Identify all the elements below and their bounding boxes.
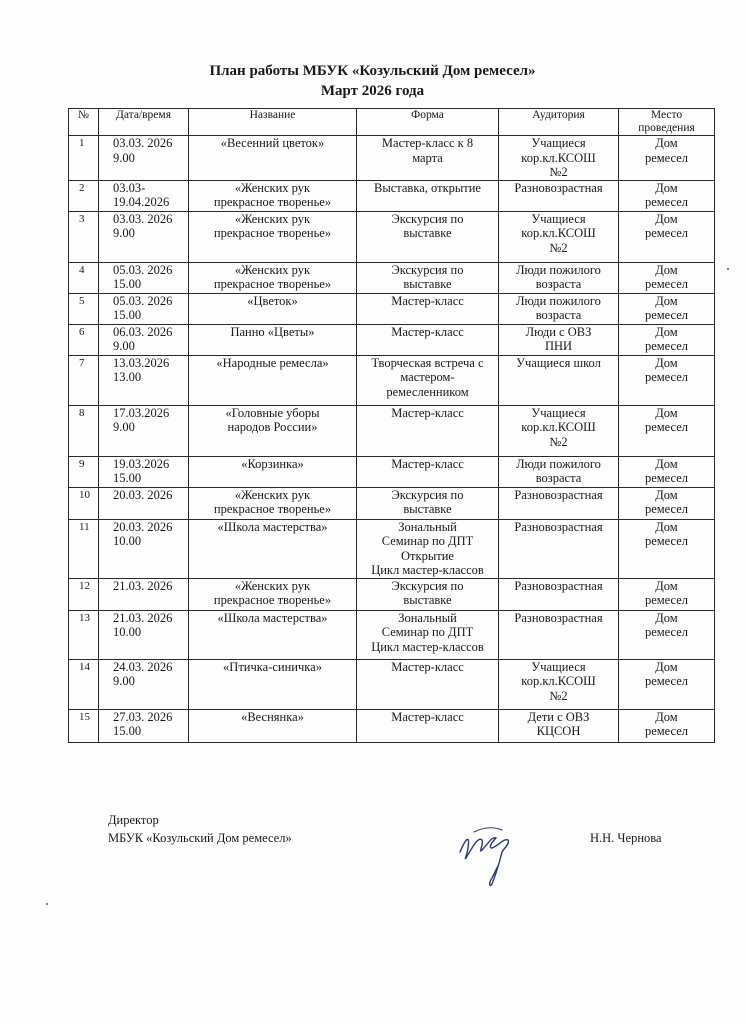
cell-name-line: «Женских рук bbox=[234, 578, 311, 593]
cell-form-line: Цикл мастер-классов bbox=[371, 639, 484, 654]
header-name: Название bbox=[189, 109, 357, 136]
cell-form-line: выставке bbox=[403, 277, 452, 291]
cell-date-line: 9.00 bbox=[113, 226, 135, 240]
cell-audience bbox=[499, 180, 619, 211]
cell-date bbox=[99, 355, 189, 405]
cell-date-line: 05.03. 2026 bbox=[113, 262, 173, 277]
cell-number: 15 bbox=[69, 709, 99, 742]
cell-date bbox=[99, 456, 189, 487]
cell-form bbox=[357, 456, 499, 487]
cell-date-line: 15.00 bbox=[113, 471, 142, 485]
cell-name bbox=[189, 324, 357, 355]
cell-place bbox=[619, 180, 715, 211]
cell-place-line: Дом bbox=[655, 180, 678, 195]
cell-date-line: 27.03. 2026 bbox=[113, 709, 173, 724]
cell-form-line: Зональный bbox=[398, 519, 457, 534]
cell-audience bbox=[499, 355, 619, 405]
cell-date-line: 9.00 bbox=[113, 150, 135, 165]
cell-audience bbox=[499, 578, 619, 610]
cell-name bbox=[189, 136, 357, 181]
cell-date-line: 9.00 bbox=[113, 339, 135, 353]
table-row bbox=[69, 456, 715, 487]
footer-position: Директор bbox=[108, 813, 159, 827]
cell-audience bbox=[499, 456, 619, 487]
cell-place-line: Дом bbox=[655, 659, 678, 674]
cell-audience-line: Учащиеся bbox=[531, 405, 586, 420]
header-date: Дата/время bbox=[99, 109, 189, 136]
cell-form-line: Мастер-класс bbox=[391, 659, 464, 674]
cell-name bbox=[189, 519, 357, 578]
cell-form-line: марта bbox=[412, 150, 443, 165]
cell-name bbox=[189, 487, 357, 519]
cell-form-line: Мастер-класс bbox=[391, 456, 464, 471]
cell-date-line: 05.03. 2026 bbox=[113, 293, 173, 308]
cell-date-line: 19.03.2026 bbox=[113, 456, 170, 471]
cell-form-line: Экскурсия по bbox=[391, 578, 464, 593]
cell-date-line: 03.03. 2026 bbox=[113, 136, 173, 150]
cell-place bbox=[619, 293, 715, 324]
cell-audience-line: возраста bbox=[535, 277, 582, 291]
cell-number: 5 bbox=[69, 293, 99, 324]
cell-place-line: ремесел bbox=[644, 471, 689, 485]
cell-number: 10 bbox=[69, 487, 99, 519]
cell-audience-line: Учащиеся bbox=[531, 211, 586, 226]
cell-name bbox=[189, 659, 357, 709]
cell-name bbox=[189, 709, 357, 742]
cell-audience bbox=[499, 211, 619, 262]
cell-date-line: 15.00 bbox=[113, 277, 142, 291]
table-row bbox=[69, 293, 715, 324]
cell-place-line: ремесел bbox=[644, 674, 689, 688]
cell-audience-line: кор.кл.КСОШ bbox=[521, 420, 596, 434]
cell-place bbox=[619, 405, 715, 456]
table-row bbox=[69, 659, 715, 709]
cell-audience bbox=[499, 324, 619, 355]
header-place-line: проведения bbox=[638, 122, 695, 134]
table-row bbox=[69, 211, 715, 262]
cell-form-line: Мастер-класс bbox=[391, 405, 464, 420]
cell-date bbox=[99, 136, 189, 181]
cell-name bbox=[189, 355, 357, 405]
cell-audience-line: ПНИ bbox=[544, 339, 573, 353]
cell-place bbox=[619, 262, 715, 293]
cell-date-line: 21.03. 2026 bbox=[113, 610, 173, 625]
cell-audience-line: кор.кл.КСОШ bbox=[521, 226, 596, 240]
table-row bbox=[69, 180, 715, 211]
cell-audience bbox=[499, 519, 619, 578]
header-place-line: Место bbox=[650, 109, 683, 121]
cell-audience-line: Разновозрастная bbox=[514, 180, 603, 195]
cell-form-line: Выставка, открытие bbox=[373, 180, 481, 195]
cell-place-line: Дом bbox=[655, 211, 678, 226]
cell-date bbox=[99, 610, 189, 659]
cell-date-line: 20.03. 2026 bbox=[113, 487, 173, 502]
cell-form bbox=[357, 293, 499, 324]
cell-form bbox=[357, 136, 499, 181]
signature-icon bbox=[452, 818, 532, 898]
cell-number: 7 bbox=[69, 355, 99, 405]
cell-number: 13 bbox=[69, 610, 99, 659]
cell-place-line: Дом bbox=[655, 709, 678, 724]
header-form: Форма bbox=[357, 109, 499, 136]
cell-name-line: «Весенний цветок» bbox=[220, 136, 325, 150]
cell-place-line: ремесел bbox=[644, 625, 689, 639]
cell-audience-line: кор.кл.КСОШ bbox=[521, 150, 596, 165]
cell-form-line: мастером- bbox=[400, 370, 455, 384]
cell-date-line: 03.03- bbox=[113, 180, 146, 195]
cell-form-line: Мастер-класс bbox=[391, 709, 464, 724]
cell-date bbox=[99, 659, 189, 709]
cell-audience-line: Люди пожилого bbox=[516, 262, 601, 277]
cell-audience-line: Люди пожилого bbox=[516, 456, 601, 471]
scan-speck bbox=[46, 903, 48, 905]
plan-table-body bbox=[69, 136, 715, 743]
cell-date bbox=[99, 487, 189, 519]
cell-audience-line: Люди с ОВЗ bbox=[525, 324, 592, 339]
cell-name-line: прекрасное творенье» bbox=[213, 226, 332, 240]
cell-audience-line: возраста bbox=[535, 471, 582, 485]
cell-place-line: Дом bbox=[655, 456, 678, 471]
cell-place-line: ремесел bbox=[644, 339, 689, 353]
cell-audience-line: №2 bbox=[549, 688, 568, 703]
cell-date-line: 17.03.2026 bbox=[113, 405, 170, 420]
cell-form-line: Экскурсия по bbox=[391, 262, 464, 277]
cell-place-line: ремесел bbox=[644, 420, 689, 434]
cell-date-line: 10.00 bbox=[113, 534, 142, 548]
table-row bbox=[69, 324, 715, 355]
cell-place-line: Дом bbox=[655, 262, 678, 277]
cell-number: 12 bbox=[69, 578, 99, 610]
cell-audience-line: Учащиеся bbox=[531, 659, 586, 674]
cell-place bbox=[619, 610, 715, 659]
cell-form-line: выставке bbox=[403, 226, 452, 240]
cell-name bbox=[189, 610, 357, 659]
cell-date bbox=[99, 211, 189, 262]
cell-name bbox=[189, 405, 357, 456]
cell-place bbox=[619, 659, 715, 709]
cell-place-line: ремесел bbox=[644, 502, 689, 516]
cell-audience bbox=[499, 709, 619, 742]
cell-form bbox=[357, 211, 499, 262]
cell-name-line: «Женских рук bbox=[234, 487, 311, 502]
cell-form bbox=[357, 709, 499, 742]
cell-form bbox=[357, 519, 499, 578]
cell-date bbox=[99, 293, 189, 324]
cell-date-line: 19.04.2026 bbox=[113, 195, 170, 209]
cell-audience bbox=[499, 659, 619, 709]
cell-form-line: Семинар по ДПТ bbox=[381, 625, 474, 639]
cell-audience-line: Учащиеся школ bbox=[516, 355, 601, 370]
cell-audience-line: Разновозрастная bbox=[514, 578, 603, 593]
header-number: № bbox=[69, 109, 99, 136]
cell-name-line: прекрасное творенье» bbox=[213, 195, 332, 209]
cell-audience bbox=[499, 293, 619, 324]
cell-audience bbox=[499, 136, 619, 181]
cell-form-line: ремесленником bbox=[386, 384, 469, 399]
cell-place-line: Дом bbox=[655, 487, 678, 502]
cell-date-line: 13.03.2026 bbox=[113, 355, 170, 370]
cell-date-line: 9.00 bbox=[113, 420, 135, 434]
cell-name bbox=[189, 456, 357, 487]
cell-date bbox=[99, 405, 189, 456]
cell-audience-line: Дети с ОВЗ bbox=[527, 709, 590, 724]
cell-audience bbox=[499, 487, 619, 519]
cell-place bbox=[619, 324, 715, 355]
cell-form bbox=[357, 659, 499, 709]
cell-audience-line: возраста bbox=[535, 308, 582, 322]
cell-form-line: выставке bbox=[403, 502, 452, 516]
cell-date bbox=[99, 180, 189, 211]
cell-audience bbox=[499, 405, 619, 456]
cell-form bbox=[357, 487, 499, 519]
cell-form bbox=[357, 355, 499, 405]
cell-audience-line: КЦСОН bbox=[536, 724, 581, 738]
cell-audience bbox=[499, 262, 619, 293]
table-row bbox=[69, 519, 715, 578]
cell-audience-line: №2 bbox=[549, 240, 568, 255]
cell-form bbox=[357, 324, 499, 355]
cell-name-line: «Школа мастерства» bbox=[217, 610, 328, 625]
document-title: План работы МБУК «Козульский Дом ремесел» bbox=[209, 63, 536, 79]
cell-name-line: «Женских рук bbox=[234, 262, 311, 277]
cell-date-line: 15.00 bbox=[113, 308, 142, 322]
cell-form bbox=[357, 180, 499, 211]
cell-audience-line: Разновозрастная bbox=[514, 519, 603, 534]
cell-form-line: Экскурсия по bbox=[391, 211, 464, 226]
cell-place-line: Дом bbox=[655, 519, 678, 534]
cell-date bbox=[99, 324, 189, 355]
cell-audience-line: №2 bbox=[549, 165, 568, 179]
cell-name-line: «Цветок» bbox=[247, 293, 298, 308]
cell-name-line: «Школа мастерства» bbox=[217, 519, 328, 534]
cell-place bbox=[619, 709, 715, 742]
plan-table bbox=[68, 108, 715, 743]
header-audience: Аудитория bbox=[499, 109, 619, 136]
cell-date bbox=[99, 519, 189, 578]
cell-audience-line: Учащиеся bbox=[531, 136, 586, 150]
document-subtitle: Март 2026 года bbox=[320, 83, 425, 99]
cell-place-line: ремесел bbox=[644, 195, 689, 209]
cell-name bbox=[189, 180, 357, 211]
cell-date bbox=[99, 262, 189, 293]
cell-place bbox=[619, 136, 715, 181]
table-row bbox=[69, 136, 715, 181]
cell-form-line: Цикл мастер-классов bbox=[371, 563, 484, 577]
table-row bbox=[69, 709, 715, 742]
cell-date bbox=[99, 578, 189, 610]
cell-date-line: 20.03. 2026 bbox=[113, 519, 173, 534]
cell-date bbox=[99, 709, 189, 742]
cell-place-line: ремесел bbox=[644, 724, 689, 738]
cell-number: 2 bbox=[69, 180, 99, 211]
cell-name bbox=[189, 578, 357, 610]
cell-form-line: Семинар по ДПТ bbox=[381, 534, 474, 548]
cell-audience-line: Люди пожилого bbox=[516, 293, 601, 308]
cell-form-line: Открытие bbox=[401, 548, 454, 563]
cell-name-line: «Веснянка» bbox=[241, 709, 304, 724]
cell-date-line: 10.00 bbox=[113, 625, 142, 639]
footer-signer: Н.Н. Чернова bbox=[590, 831, 662, 845]
cell-place-line: ремесел bbox=[644, 277, 689, 291]
cell-place-line: Дом bbox=[655, 293, 678, 308]
cell-place bbox=[619, 519, 715, 578]
cell-name-line: народов России» bbox=[227, 420, 318, 434]
header-place bbox=[619, 109, 715, 136]
cell-number: 8 bbox=[69, 405, 99, 456]
cell-form-line: Экскурсия по bbox=[391, 487, 464, 502]
cell-place-line: ремесел bbox=[644, 534, 689, 548]
cell-number: 3 bbox=[69, 211, 99, 262]
cell-place-line: ремесел bbox=[644, 150, 689, 165]
cell-name bbox=[189, 262, 357, 293]
cell-place-line: ремесел bbox=[644, 308, 689, 322]
table-row bbox=[69, 405, 715, 456]
cell-form bbox=[357, 610, 499, 659]
cell-number: 11 bbox=[69, 519, 99, 578]
cell-audience-line: кор.кл.КСОШ bbox=[521, 674, 596, 688]
table-header-row bbox=[69, 109, 715, 136]
cell-number: 4 bbox=[69, 262, 99, 293]
cell-date-line: 24.03. 2026 bbox=[113, 659, 173, 674]
cell-place bbox=[619, 487, 715, 519]
cell-audience-line: №2 bbox=[549, 434, 568, 449]
cell-form-line: Мастер-класс bbox=[391, 293, 464, 308]
cell-place-line: Дом bbox=[655, 405, 678, 420]
cell-name-line: «Корзинка» bbox=[241, 456, 304, 471]
cell-number: 9 bbox=[69, 456, 99, 487]
cell-date-line: 13.00 bbox=[113, 370, 142, 384]
cell-form bbox=[357, 578, 499, 610]
cell-date-line: 21.03. 2026 bbox=[113, 578, 173, 593]
cell-form-line: выставке bbox=[403, 593, 452, 607]
cell-name-line: прекрасное творенье» bbox=[213, 593, 332, 607]
cell-form-line: Мастер-класс bbox=[391, 324, 464, 339]
cell-place-line: Дом bbox=[655, 324, 678, 339]
footer-organization: МБУК «Козульский Дом ремесел» bbox=[108, 831, 292, 845]
cell-date-line: 06.03. 2026 bbox=[113, 324, 173, 339]
cell-place bbox=[619, 355, 715, 405]
cell-name-line: «Птичка-синичка» bbox=[223, 659, 322, 674]
table-row bbox=[69, 578, 715, 610]
cell-place-line: Дом bbox=[655, 136, 678, 150]
table-row bbox=[69, 355, 715, 405]
cell-place-line: Дом bbox=[655, 578, 678, 593]
cell-name bbox=[189, 211, 357, 262]
cell-place-line: ремесел bbox=[644, 593, 689, 607]
cell-name-line: «Народные ремесла» bbox=[216, 355, 329, 370]
cell-form bbox=[357, 262, 499, 293]
cell-name-line: «Женских рук bbox=[234, 180, 311, 195]
cell-name bbox=[189, 293, 357, 324]
cell-place-line: Дом bbox=[655, 610, 678, 625]
signature bbox=[452, 818, 532, 898]
cell-form-line: Зональный bbox=[398, 610, 457, 625]
cell-place-line: ремесел bbox=[644, 226, 689, 240]
cell-number: 6 bbox=[69, 324, 99, 355]
cell-form bbox=[357, 405, 499, 456]
table-row bbox=[69, 610, 715, 659]
cell-name-line: Панно «Цветы» bbox=[230, 324, 315, 339]
cell-form-line: Мастер-класс к 8 bbox=[381, 136, 474, 150]
cell-date-line: 03.03. 2026 bbox=[113, 211, 173, 226]
cell-place bbox=[619, 456, 715, 487]
table-row bbox=[69, 487, 715, 519]
cell-date-line: 15.00 bbox=[113, 724, 142, 738]
cell-date-line: 9.00 bbox=[113, 674, 135, 688]
cell-audience bbox=[499, 610, 619, 659]
cell-number: 1 bbox=[69, 136, 99, 181]
cell-name-line: прекрасное творенье» bbox=[213, 277, 332, 291]
cell-place bbox=[619, 578, 715, 610]
table-row bbox=[69, 262, 715, 293]
cell-name-line: прекрасное творенье» bbox=[213, 502, 332, 516]
cell-audience-line: Разновозрастная bbox=[514, 610, 603, 625]
cell-number: 14 bbox=[69, 659, 99, 709]
cell-audience-line: Разновозрастная bbox=[514, 487, 603, 502]
cell-place-line: ремесел bbox=[644, 370, 689, 384]
cell-name-line: «Женских рук bbox=[234, 211, 311, 226]
cell-place bbox=[619, 211, 715, 262]
cell-place-line: Дом bbox=[655, 355, 678, 370]
scan-speck bbox=[727, 268, 729, 270]
cell-form-line: Творческая встреча с bbox=[371, 355, 484, 370]
cell-name-line: «Головные уборы bbox=[225, 405, 320, 420]
